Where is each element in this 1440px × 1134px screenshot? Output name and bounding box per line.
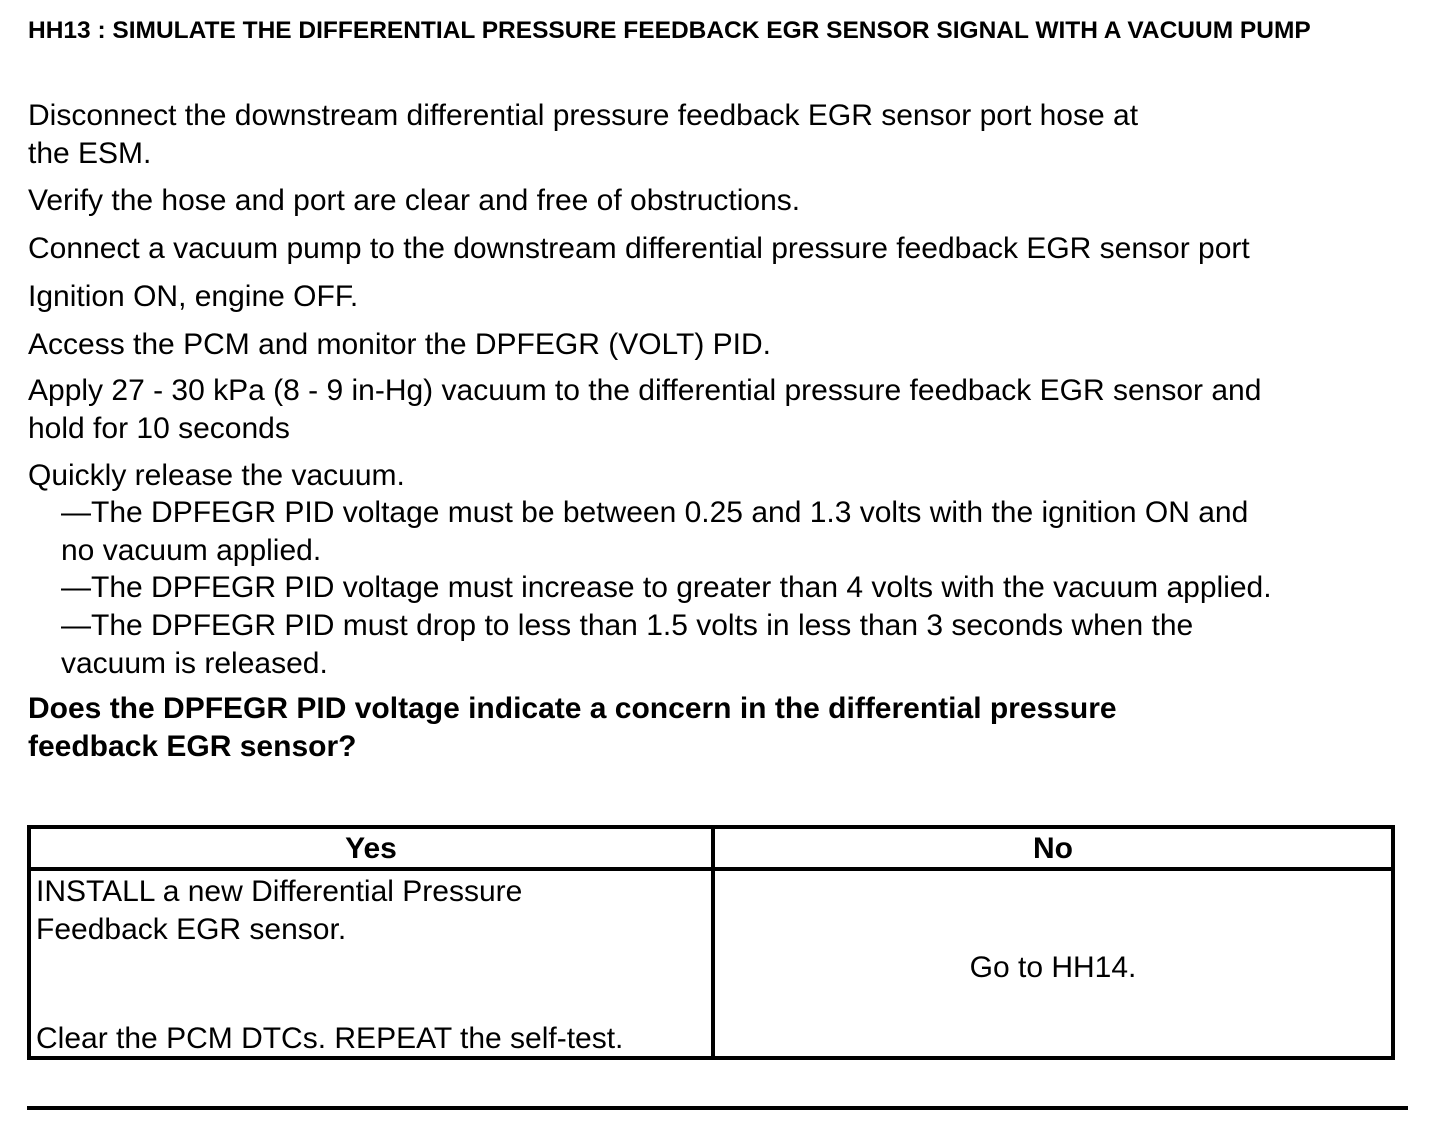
step-connect-vacuum-pump <box>28 230 1250 268</box>
check-line: —The DPFEGR PID voltage must increase to greater than 4 volts with the vacuum applied. <box>61 571 1272 604</box>
step-ignition-on <box>28 278 358 316</box>
yes-followup: Clear the PCM DTCs. REPEAT the self-test. <box>36 1022 624 1055</box>
no-action: Go to HH14. <box>969 951 1137 984</box>
check-line: —The DPFEGR PID must drop to less than 1.5 volts in less than 3 seconds when the <box>61 609 1194 642</box>
check-line: no vacuum applied. <box>61 533 322 567</box>
step-line: Quickly release the vacuum. <box>28 459 405 492</box>
decision-question <box>28 690 1117 765</box>
step-line: hold for 10 seconds <box>28 411 290 445</box>
step-line: Ignition ON, engine OFF. <box>28 280 359 313</box>
check-vacuum-voltage <box>61 569 1272 607</box>
result-table <box>27 825 1395 1060</box>
step-line: Verify the hose and port are clear and free of obstructions. <box>28 184 801 217</box>
question-line: feedback EGR sensor? <box>28 729 357 763</box>
check-release-voltage <box>61 607 1193 682</box>
step-release-vacuum <box>28 457 405 495</box>
step-apply-vacuum <box>28 372 1261 447</box>
yes-action <box>36 873 522 948</box>
step-line: Apply 27 - 30 kPa (8 - 9 in-Hg) vacuum to the differential pressure feedback EGR sensor and <box>28 374 1262 407</box>
yes-action-line: INSTALL a new Differential Pressure <box>36 875 523 908</box>
step-disconnect-hose <box>28 97 1138 172</box>
step-title: HH13 : SIMULATE THE DIFFERENTIAL PRESSURE FEEDBACK EGR SENSOR SIGNAL WITH A VACUUM PUMP <box>28 17 1311 44</box>
check-idle-voltage <box>61 494 1248 569</box>
step-line: Access the PCM and monitor the DPFEGR (VOLT) PID. <box>28 328 771 361</box>
step-verify-hose <box>28 182 800 220</box>
step-line: Connect a vacuum pump to the downstream differential pressure feedback EGR sensor port <box>28 232 1250 265</box>
check-line: vacuum is released. <box>61 646 328 680</box>
question-line: Does the DPFEGR PID voltage indicate a concern in the differential pressure <box>28 692 1117 725</box>
step-access-pcm <box>28 326 771 364</box>
yes-action-line: Feedback EGR sensor. <box>36 912 347 946</box>
step-line: Disconnect the downstream differential pressure feedback EGR sensor port hose at <box>28 99 1139 132</box>
no-header: No <box>1033 832 1073 865</box>
check-line: —The DPFEGR PID voltage must be between 0.25 and 1.3 volts with the ignition ON and <box>61 496 1249 529</box>
step-line: the ESM. <box>28 136 152 170</box>
bottom-divider <box>27 1106 1408 1110</box>
yes-header: Yes <box>345 832 397 865</box>
